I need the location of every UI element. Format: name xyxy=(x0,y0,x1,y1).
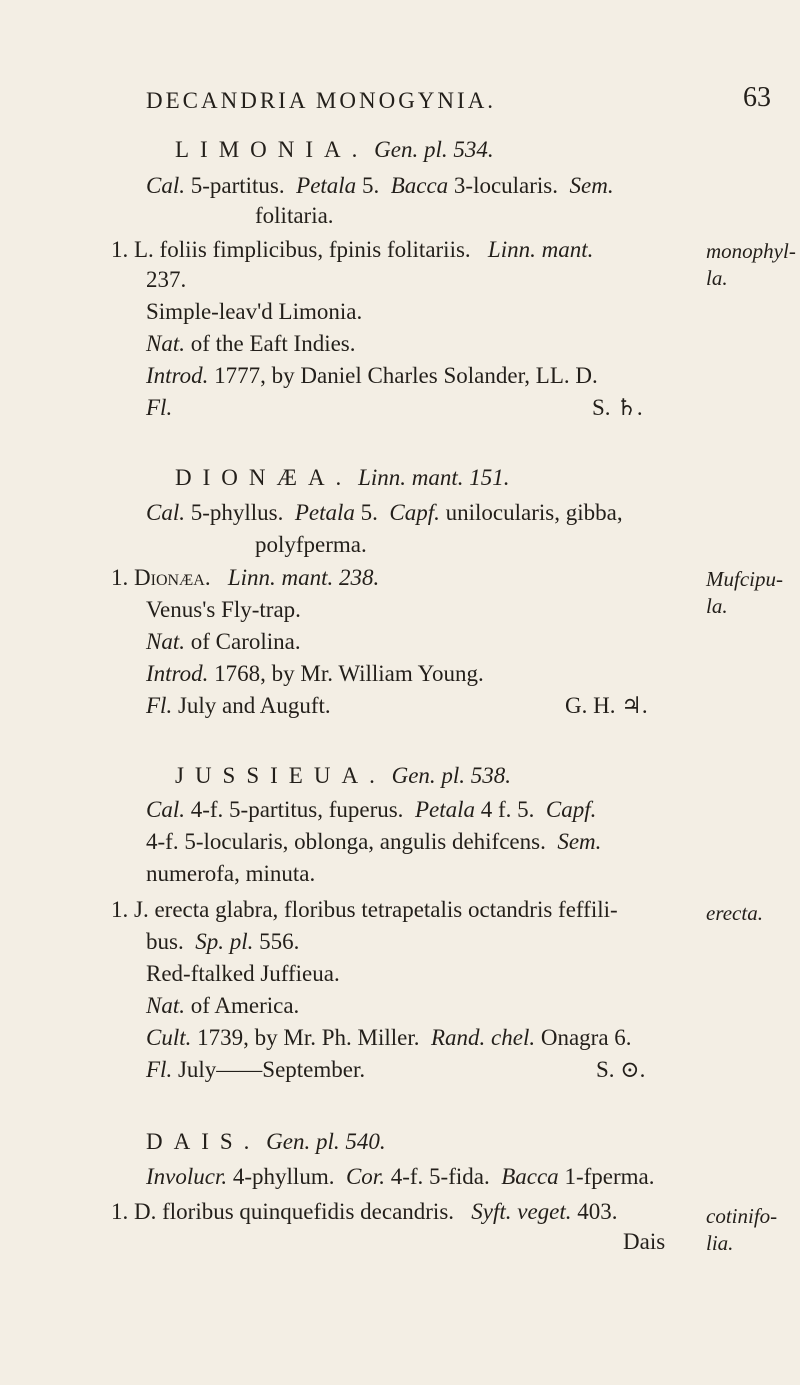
dais-heading xyxy=(146,1130,386,1153)
limonia-margin-note: monophyl- la. xyxy=(706,239,796,290)
dionaea-symbol: G. H. ♃. xyxy=(565,693,648,718)
genus-name: JUSSIEUA. xyxy=(175,763,386,788)
limonia-sem-continued: folitaria. xyxy=(255,203,334,228)
jussieua-species: 1. J. erecta glabra, floribus tetrapetalis octandris feffili- xyxy=(111,897,618,922)
dionaea-characters: Cal. 5-phyllus. Petala 5. Capf. unilocularis, gibba, xyxy=(146,500,623,525)
limonia-species-page: 237. xyxy=(146,267,187,292)
genus-reference: Gen. pl. 538. xyxy=(391,763,512,788)
jussieua-species-ref: bus. Sp. pl. 556. xyxy=(146,929,300,954)
limonia-characters: Cal. 5-partitus. Petala 5. Bacca 3-locularis. Sem. xyxy=(146,173,614,198)
catchword: Dais xyxy=(623,1229,666,1254)
jussieua-heading xyxy=(175,764,511,787)
limonia-heading xyxy=(175,138,494,161)
limonia-symbol: S. ♄. xyxy=(592,395,643,420)
dionaea-common-name: Venus's Fly-trap. xyxy=(146,597,301,622)
limonia-native: Nat. of the Eaft Indies. xyxy=(146,331,356,356)
jussieua-flowering: Fl. July——September. xyxy=(146,1057,366,1082)
jussieua-capf-continued: 4-f. 5-locularis, oblonga, angulis dehifcens. Sem. xyxy=(146,829,602,854)
jussieua-margin-note: erecta. xyxy=(706,901,763,925)
limonia-introduced: Introd. 1777, by Daniel Charles Solander, LL. D. xyxy=(146,363,598,388)
jussieua-symbol: S. ⊙. xyxy=(596,1057,646,1082)
limonia-common-name: Simple-leav'd Limonia. xyxy=(146,299,363,324)
limonia-species: 1. L. foliis fimplicibus, fpinis folitariis. Linn. mant. xyxy=(111,237,594,262)
jussieua-common-name: Red-ftalked Juffieua. xyxy=(146,961,340,986)
genus-reference: Gen. pl. 534. xyxy=(374,137,494,162)
genus-name: DIONÆA. xyxy=(175,465,353,490)
dionaea-native: Nat. of Carolina. xyxy=(146,629,301,654)
genus-name: LIMONIA. xyxy=(175,137,369,162)
genus-reference: Gen. pl. 540. xyxy=(266,1129,386,1154)
jussieua-characters: Cal. 4-f. 5-partitus, fuperus. Petala 4 f. 5. Capf. xyxy=(146,797,597,822)
dionaea-heading xyxy=(175,466,510,489)
dionaea-flowering: Fl. July and Auguft. xyxy=(146,693,331,718)
dais-margin-note: cotinifo- lia. xyxy=(706,1204,778,1255)
dionaea-margin-note: Mufcipu- la. xyxy=(706,567,783,618)
dionaea-capf-continued: polyfperma. xyxy=(255,532,367,557)
genus-reference: Linn. mant. 151. xyxy=(358,465,510,490)
jussieua-sem-continued: numerofa, minuta. xyxy=(146,861,316,886)
genus-name: DAIS. xyxy=(146,1129,261,1154)
page-number: 63 xyxy=(743,82,771,113)
jussieua-cultivated: Cult. 1739, by Mr. Ph. Miller. Rand. chel. Onagra 6. xyxy=(146,1025,632,1050)
dais-species: 1. D. floribus quinquefidis decandris. Syft. veget. 403. xyxy=(111,1199,618,1224)
running-head: DECANDRIA MONOGYNIA. xyxy=(146,88,497,113)
dionaea-species: 1. Dionæa. Linn. mant. 238. xyxy=(111,565,380,590)
dais-characters: Involucr. 4-phyllum. Cor. 4-f. 5-fida. Bacca 1-fperma. xyxy=(146,1164,655,1189)
limonia-flowering: Fl. xyxy=(146,395,173,420)
dionaea-introduced: Introd. 1768, by Mr. William Young. xyxy=(146,661,484,686)
jussieua-native: Nat. of America. xyxy=(146,993,300,1018)
